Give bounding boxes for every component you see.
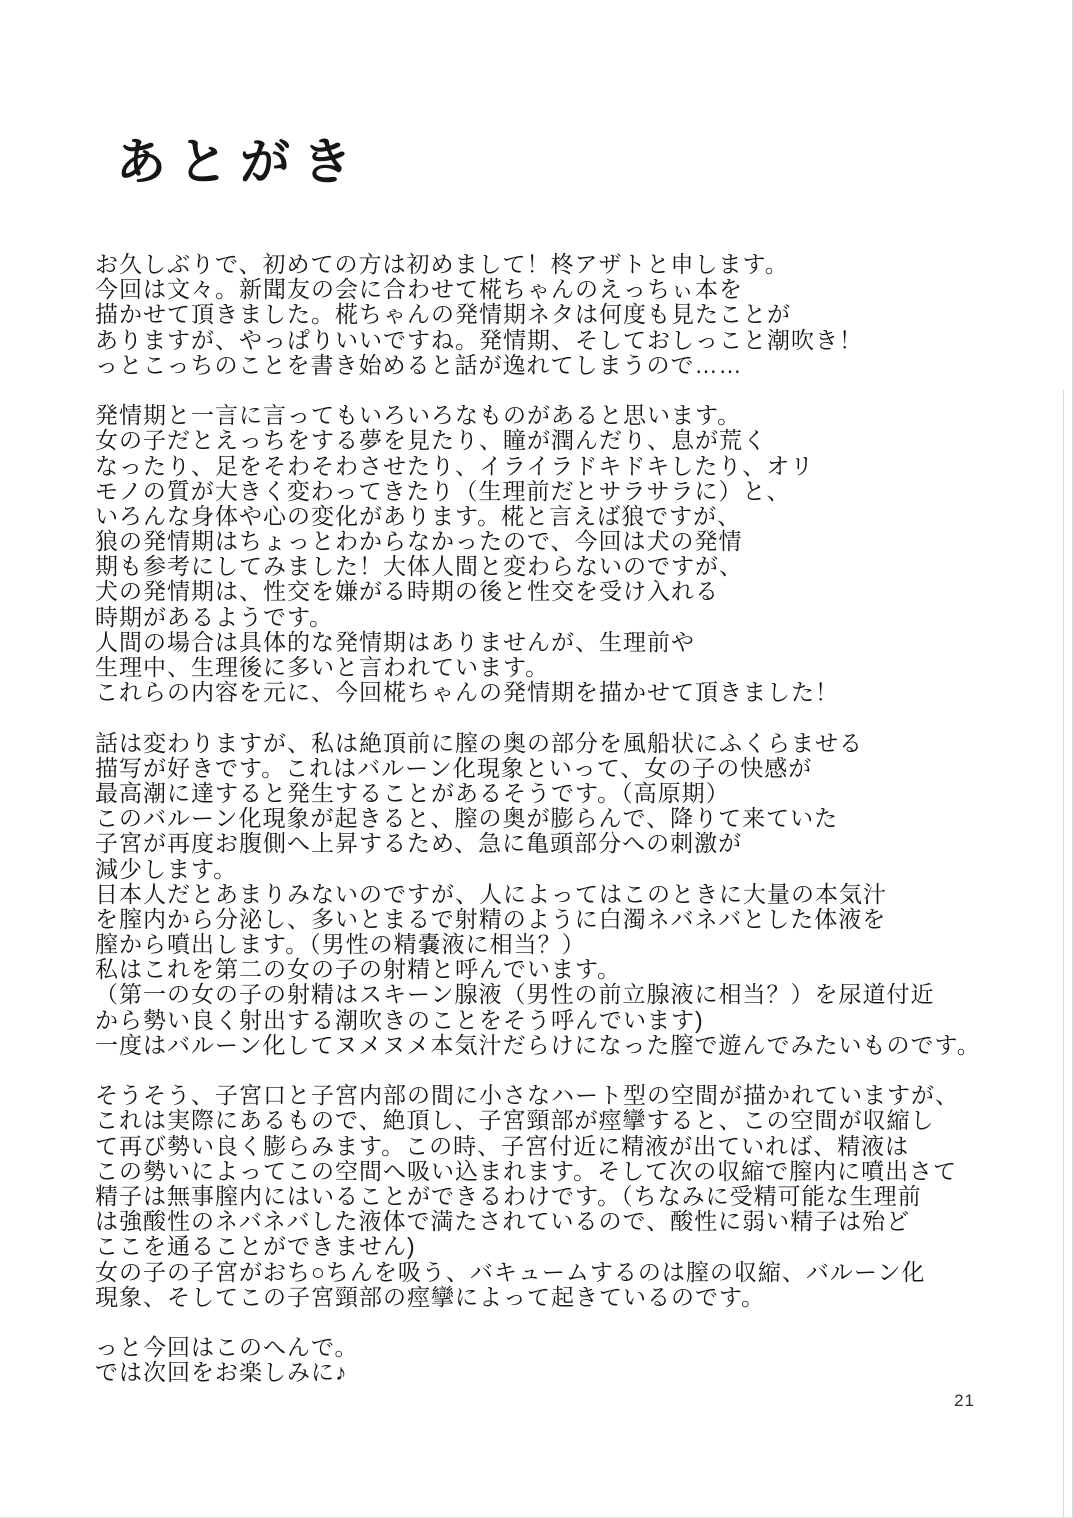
text-line: 私はこれを第二の女の子の射精と呼んでいます。 xyxy=(95,956,622,983)
text-line: 話は変わりますが、私は絶頂前に膣の奥の部分を風船状にふくらませる xyxy=(95,729,863,756)
text-line: これは実際にあるもので、絶頂し、子宮頸部が痙攣すると、この空間が収縮し xyxy=(95,1107,935,1134)
text-line: いろんな身体や心の変化があります。椛と言えば狼ですが、 xyxy=(95,502,742,529)
paragraph xyxy=(95,403,1055,705)
paragraph xyxy=(95,1335,1055,1385)
text-line: 最高潮に達すると発生することがあるそうです。（高原期） xyxy=(95,779,730,806)
text-line: っとこっちのことを書き始めると話が逸れてしまうので…… xyxy=(95,351,743,378)
text-line: このバルーン化現象が起きると、膣の奥が膨らんで、降りて来ていた xyxy=(95,805,839,832)
text-line: 女の子の子宮がおち○ちんを吸う、バキュームするのは膣の収縮、バルーン化 xyxy=(95,1258,926,1285)
scan-edge-line xyxy=(1063,390,1064,1518)
text-line: 生理中、生理後に多いと言われています。 xyxy=(95,654,550,680)
text-line: から勢い良く射出する潮吹きのことをそう呼んでいます) xyxy=(95,1006,704,1033)
page-title: あとがき xyxy=(116,134,364,190)
text-line: 期も参考にしてみました！大体人間と変わらないのですが、 xyxy=(95,553,743,580)
text-line: 犬の発情期は、性交を嫌がる時期の後と性交を受け入れる xyxy=(95,578,719,605)
page-number: 21 xyxy=(954,1391,975,1410)
text-line: そうそう、子宮口と子宮内部の間に小さなハート型の空間が描かれていますが、 xyxy=(95,1082,959,1109)
text-line: これらの内容を元に、今回椛ちゃんの発情期を描かせて頂きました！ xyxy=(95,679,839,706)
text-line: て再び勢い良く膨らみます。この時、子宮付近に精液が出ていれば、精液は xyxy=(95,1132,910,1159)
text-line: ありますが、やっぱりいいですね。発情期、そしておしっこと潮吹き！ xyxy=(95,326,863,353)
text-line: 子宮が再度お腹側へ上昇するため、急に亀頭部分への刺激が xyxy=(95,830,743,857)
text-line: 描かせて頂きました。椛ちゃんの発情期ネタは何度も見たことが xyxy=(95,301,791,328)
text-line: では次回をお楽しみに♪ xyxy=(95,1359,348,1386)
text-line: 減少します。 xyxy=(95,855,238,882)
text-line: 描写が好きです。これはバルーン化現象といって、女の子の快感が xyxy=(95,754,813,781)
text-line: 精子は無事膣内にはいることができるわけです。（ちなみに受精可能な生理前 xyxy=(95,1182,922,1209)
text-line: 今回は文々。新聞友の会に合わせて椛ちゃんのえっちぃ本を xyxy=(95,276,743,303)
text-line: 人間の場合は具体的な発情期はありませんが、生理前や xyxy=(95,628,695,655)
text-line: ここを通ることができません) xyxy=(95,1233,416,1260)
text-line: 発情期と一言に言ってもいろいろなものがあると思います。 xyxy=(95,402,742,429)
text-line: この勢いによってこの空間へ吸い込まれます。そして次の収縮で膣内に噴出さて xyxy=(95,1157,958,1184)
text-line: なったり、足をそわそわさせたり、イライラドキドキしたり、オリ xyxy=(95,452,815,479)
text-line: 現象、そしてこの子宮頸部の痙攣によって起きているのです。 xyxy=(95,1283,766,1310)
paragraph xyxy=(95,731,1055,1058)
text-line: 時期があるようです。 xyxy=(95,603,334,630)
text-line: っと今回はこのへんで。 xyxy=(95,1334,359,1361)
text-line: は強酸性のネバネバした液体で満たされているので、酸性に弱い精子は殆ど xyxy=(95,1208,911,1235)
afterword-body xyxy=(95,252,1055,1385)
paragraph xyxy=(95,252,1055,378)
text-line: 日本人だとあまりみないのですが、人によってはこのときに大量の本気汁 xyxy=(95,880,887,907)
text-line: 女の子だとえっちをする夢を見たり、瞳が潤んだり、息が荒く xyxy=(95,427,767,454)
text-line: （第一の女の子の射精はスキーン腺液（男性の前立腺液に相当？）を尿道付近 xyxy=(95,981,935,1008)
text-line: を膣内から分泌し、多いとまるで射精のように白濁ネバネバとした体液を xyxy=(95,905,887,932)
text-line: 一度はバルーン化してヌメヌメ本気汁だらけになった膣で遊んでみたいものです。 xyxy=(95,1031,981,1058)
text-line: モノの質が大きく変わってきたり（生理前だとサラサラに）と、 xyxy=(95,477,791,504)
text-line: 狼の発情期はちょっとわからなかったので、今回は犬の発情 xyxy=(95,528,743,555)
paragraph xyxy=(95,1083,1055,1310)
text-line: 膣から噴出します。（男性の精嚢液に相当？） xyxy=(95,931,586,958)
text-line: お久しぶりで、初めての方は初めまして！柊アザトと申します。 xyxy=(95,251,789,277)
